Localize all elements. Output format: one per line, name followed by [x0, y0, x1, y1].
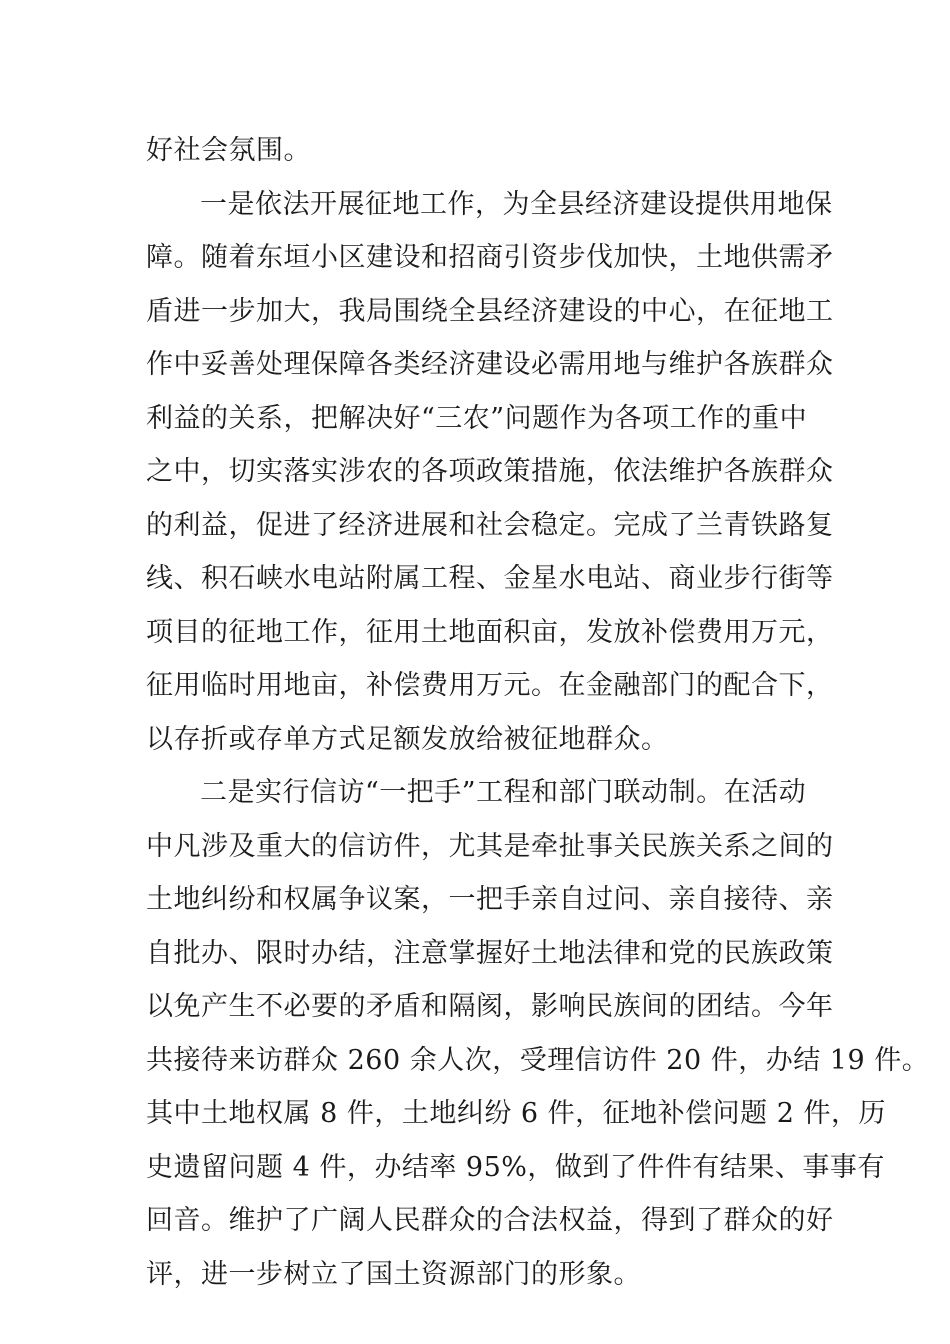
text-line: 障。随着东垣小区建设和招商引资步伐加快，土地供需矛 — [146, 242, 834, 273]
body-text — [146, 124, 930, 1301]
text-line: 以免产生不必要的矛盾和隔阂，影响民族间的团结。今年 — [146, 991, 834, 1022]
text-line: 征用临时用地亩，补偿费用万元。在金融部门的配合下， — [146, 670, 834, 701]
text-line: 之中，切实落实涉农的各项政策措施，依法维护各族群众 — [146, 456, 834, 487]
text-line: 作中妥善处理保障各类经济建设必需用地与维护各族群众 — [146, 349, 834, 380]
text-line: 二是实行信访“一把手”工程和部门联动制。在活动 — [200, 777, 807, 808]
text-line: 史遗留问题 4 件，办结率 95%，做到了件件有结果、事事有 — [146, 1151, 885, 1183]
text-line: 一是依法开展征地工作，为全县经济建设提供用地保 — [200, 188, 833, 220]
text-line: 共接待来访群众 260 余人次，受理信访件 20 件，办结 19 件。 — [146, 1044, 930, 1076]
text-line: 以存折或存单方式足额发放给被征地群众。 — [146, 723, 669, 755]
text-line: 其中土地权属 8 件，土地纠纷 6 件，征地补偿问题 2 件，历 — [146, 1098, 887, 1129]
text-line: 盾进一步加大，我局围绕全县经济建设的中心，在征地工 — [146, 295, 834, 327]
text-line: 的利益，促进了经济进展和社会稳定。完成了兰青铁路复 — [146, 509, 834, 541]
text-line: 评，进一步树立了国土资源部门的形象。 — [146, 1258, 641, 1290]
text-line: 中凡涉及重大的信访件，尤其是牵扯事关民族关系之间的 — [146, 830, 834, 862]
text-line: 回音。维护了广阔人民群众的合法权益，得到了群众的好 — [146, 1205, 834, 1236]
text-line: 自批办、限时办结，注意掌握好土地法律和党的民族政策 — [146, 937, 834, 969]
text-line: 线、积石峡水电站附属工程、金星水电站、商业步行街等 — [146, 563, 834, 594]
text-line: 好社会氛围。 — [146, 135, 311, 166]
text-line: 利益的关系，把解决好“三农”问题作为各项工作的重中 — [146, 402, 808, 434]
text-line: 土地纠纷和权属争议案，一把手亲自过问、亲自接待、亲 — [146, 884, 834, 915]
text-line: 项目的征地工作，征用土地面积亩，发放补偿费用万元， — [146, 616, 834, 648]
